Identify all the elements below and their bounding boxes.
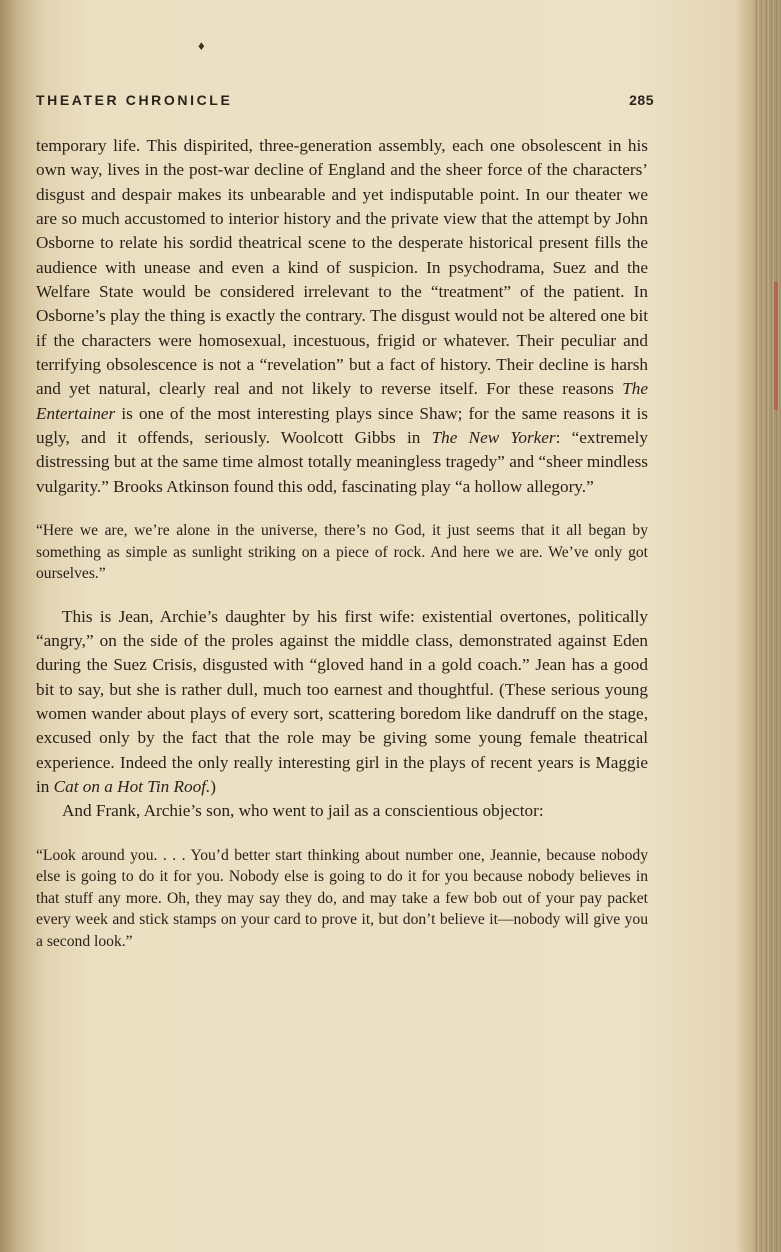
text-block [36,134,648,952]
running-head [36,92,654,112]
page-number: 285 [629,92,654,108]
edge-mark [774,282,778,410]
quote-jean: “Here we are, we’re alone in the universe, there’s no God, it just seems that it all began by something as simple as sunlight striking on a piece of rock. And here we are. We’ve only got ourselves.” [36,522,648,583]
title-cat-on-a-hot-tin-roof: Cat on a Hot Tin Roof. [53,777,211,797]
page-edge [755,0,781,1252]
ornament-icon: ♦ [198,38,205,53]
paragraph-2-text-b: ) [210,777,217,797]
paragraph-1-text-b: is one of the most interesting plays since Shaw; for the same reasons it is ugly, and it offends, seriously. Woolcott Gibbs in [36,403,648,448]
paragraph-1 [36,134,648,499]
paragraph-2 [36,605,648,800]
title-the-new-yorker: The New Yorker [431,428,556,448]
paragraph-2-text-a: This is Jean, Archie’s daughter by his first wife: existential overtones, politically “angry,” on the side of the proles against the middle class, demonstrated against Eden during the Suez Crisis, disgusted with “gloved hand in a gold coach.” Jean has a good bit to say, but she is rather dull, much too earnest and thoughtful. (These serious young women wander about plays of every sort, scattering boredom like dandruff on the stage, excused only by the fact that the role may be giving some young female theatrical experience. Indeed the only really interesting girl in the plays of recent years is Maggie in [36,606,648,797]
quote-frank: “Look around you. . . . You’d better start thinking about number one, Jeannie, because nobody else is going to do it for you. Nobody else is going to do it for you because nobody believes in that stuff any more. Oh, they may say they do, and may take a few bob out of your pay packet every week and stick stamps on your card to prove it, but don’t believe it—nobody will give you a second look.” [36,846,648,950]
running-head-title: THEATER CHRONICLE [36,92,233,108]
paragraph-1-text-c: : “extremely distressing but at the same time almost totally meaningless tragedy” and “sheer mindless vulgarity.” Brooks Atkinson found this odd, fascinating play “a hollow allegory.” [36,428,648,496]
paragraph-1-text-a: temporary life. This dispirited, three-generation assembly, each one obsolescent in his own way, lives in the post-war decline of England and the sheer force of the characters’ disgust and despair makes its unbearable and yet indisputable point. In our theater we are so much accustomed to interior history and the private view that the attempt by John Osborne to relate his sordid theatrical scene to the desperate historical present fills the audience with unease and even a kind of suspicion. In psychodrama, Suez and the Welfare State would be considered irrelevant to the “treatment” of the patient. In Osborne’s play the thing is exactly the contrary. The disgust would not be altered one bit if the characters were homosexual, incestuous, frigid or whatever. Their peculiar and terrifying obsolescence is not a “revelation” but a fact of history. Their decline is harsh and yet natural, clearly real and not likely to reverse itself. For these reasons [36,136,648,399]
title-the-entertainer: The Entertainer [36,379,648,423]
paragraph-3: And Frank, Archie’s son, who went to jail as a conscientious objector: [62,801,544,821]
